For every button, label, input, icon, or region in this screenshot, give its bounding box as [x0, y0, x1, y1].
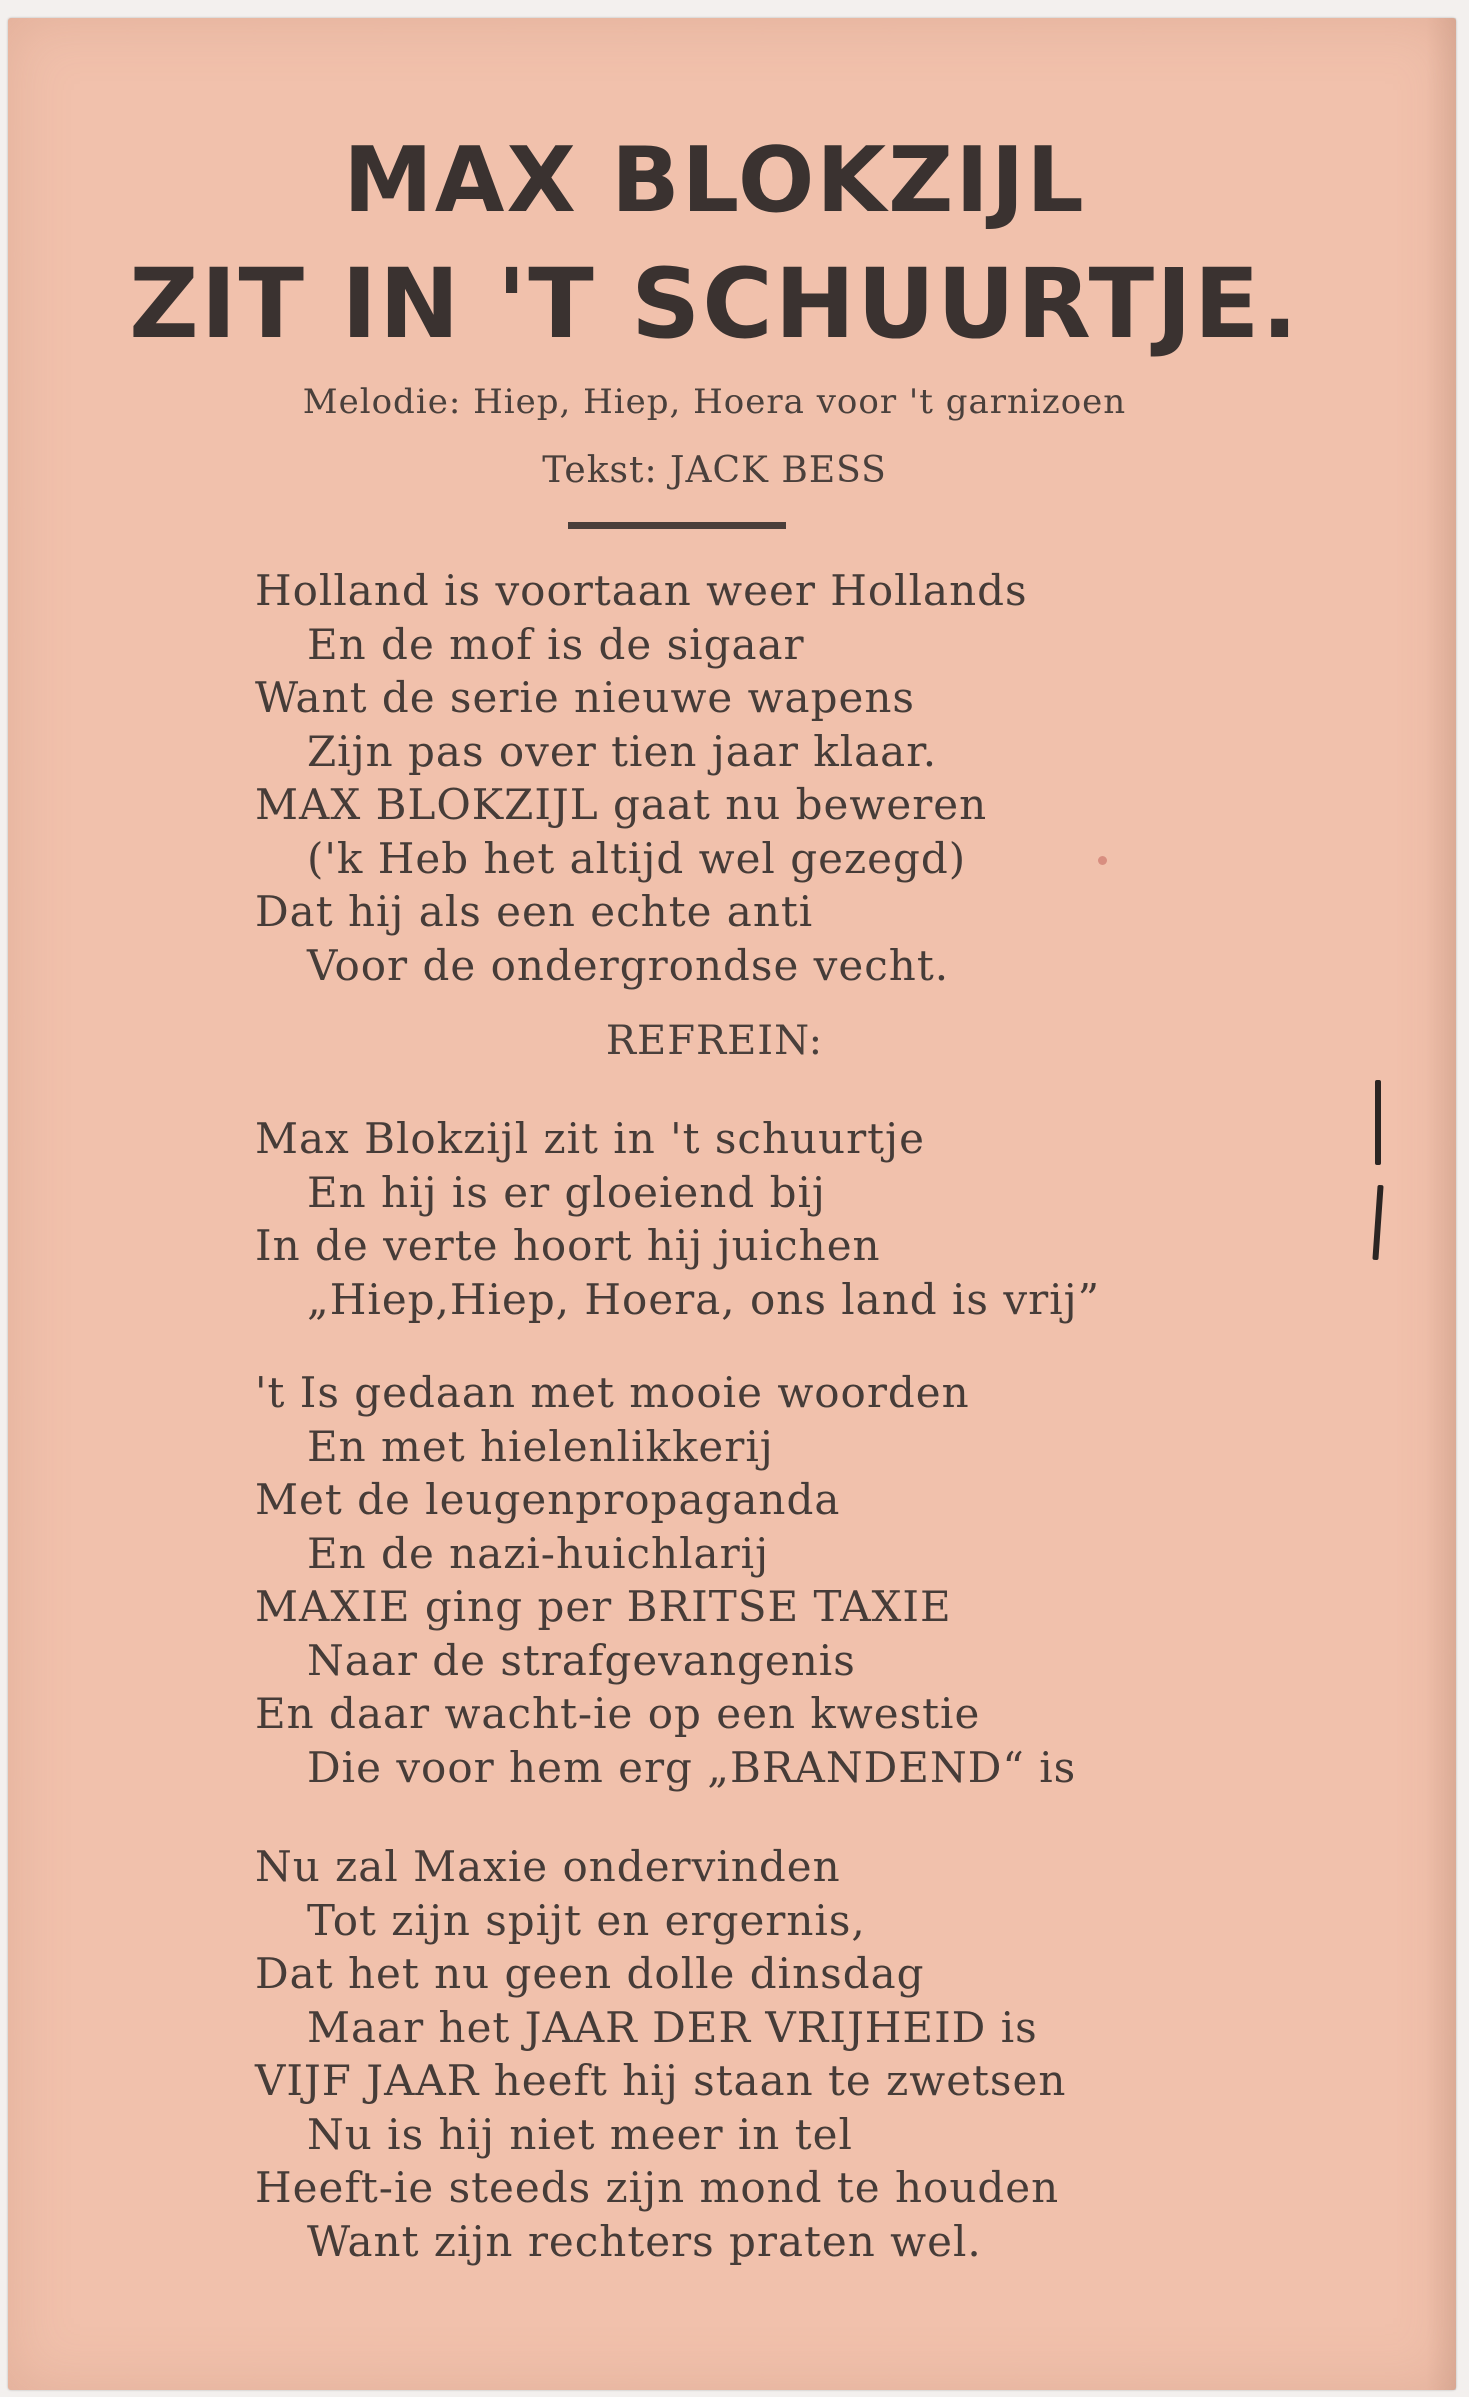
verse-line: En met hielenlikkerij	[307, 1421, 774, 1471]
verse-line: En hij is er gloeiend bij	[307, 1167, 826, 1217]
verse-line: En daar wacht-ie op een kwestie	[255, 1689, 981, 1738]
verse-line: Met de leugenpropaganda	[255, 1475, 841, 1524]
title-line-2: ZIT IN 'T SCHUURTJE.	[129, 248, 1300, 360]
verse-line: „Hiep,Hiep, Hoera, ons land is vrij”	[307, 1274, 1101, 1324]
divider-rule	[568, 522, 786, 529]
verse-line: Max Blokzijl zit in 't schuurtje	[255, 1114, 925, 1163]
staple-top	[1375, 1080, 1381, 1165]
stanza-3	[255, 1840, 1066, 2268]
verse-line: Zijn pas over tien jaar klaar.	[307, 726, 938, 776]
verse-line: Naar de strafgevangenis	[307, 1635, 856, 1685]
verse-line: VIJF JAAR heeft hij staan te zwetsen	[255, 2056, 1067, 2105]
stanza-2	[255, 1366, 1076, 1794]
verse-line: Heeft-ie steeds zijn mond te houden	[255, 2163, 1060, 2212]
verse-line: Dat hij als een echte anti	[255, 887, 814, 936]
verse-line: Want zijn rechters praten wel.	[307, 2216, 982, 2266]
page-edge-shadow	[1426, 18, 1456, 2390]
verse-line: Dat het nu geen dolle dinsdag	[255, 1949, 925, 1998]
lyrics-credit: Tekst: JACK BESS	[542, 450, 887, 491]
verse-line: In de verte hoort hij juichen	[255, 1221, 881, 1270]
verse-line: ('k Heb het altijd wel gezegd)	[307, 833, 967, 883]
verse-line: Maar het JAAR DER VRIJHEID is	[307, 2002, 1038, 2052]
verse-line: MAX BLOKZIJL gaat nu beweren	[255, 780, 988, 829]
refrain-stanza	[255, 1112, 1100, 1326]
verse-line: Holland is voortaan weer Hollands	[255, 566, 1028, 615]
refrain-heading: REFREIN:	[605, 1018, 824, 1064]
stanza-1	[255, 564, 1028, 992]
verse-line: Nu zal Maxie ondervinden	[255, 1842, 841, 1891]
melody-credit: Melodie: Hiep, Hiep, Hoera voor 't garnizoen	[302, 382, 1127, 422]
verse-line: Tot zijn spijt en ergernis,	[307, 1895, 866, 1945]
verse-line: MAXIE ging per BRITSE TAXIE	[255, 1582, 952, 1631]
title-line-1: MAX BLOKZIJL	[343, 128, 1086, 233]
verse-line: Voor de ondergrondse vecht.	[307, 940, 950, 990]
ink-spot	[1098, 856, 1107, 865]
verse-line: Die voor hem erg „BRANDEND“ is	[307, 1742, 1077, 1792]
verse-line: Nu is hij niet meer in tel	[307, 2109, 853, 2159]
verse-line: Want de serie nieuwe wapens	[255, 673, 915, 722]
verse-line: En de nazi-huichlarij	[307, 1528, 770, 1578]
verse-line: 't Is gedaan met mooie woorden	[255, 1368, 970, 1417]
verse-line: En de mof is de sigaar	[307, 619, 805, 669]
